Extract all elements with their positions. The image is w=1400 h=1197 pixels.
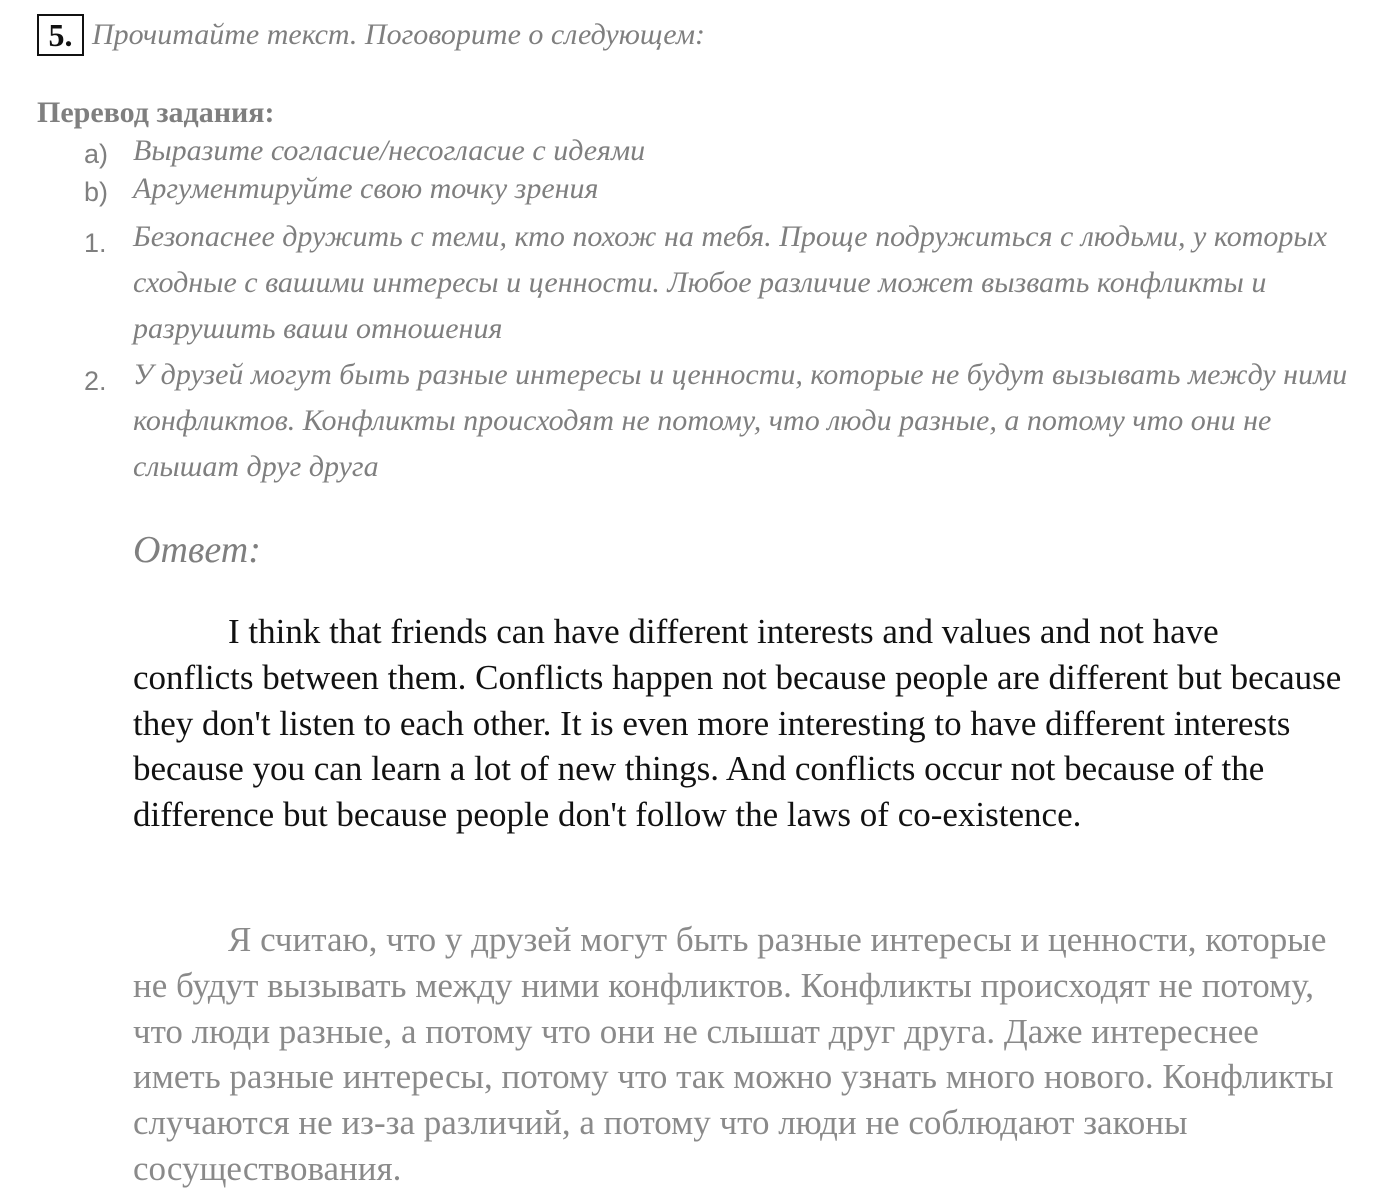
- answer-english-paragraph: I think that friends can have different interests and values and not have conflicts between them. Conflicts happen not because people are different but because they don't listen to each other. It is even more interesting to have different interests because you can learn a lot of new things. And conflicts occur not because of the difference but because people don't follow the laws of co-existence.: [133, 612, 1342, 835]
- statement-text: У друзей могут быть разные интересы и ценности, которые не будут вызывать между ними конфликтов. Конфликты происходят не потому, что люди разные, а потому что они не слышат друг друга: [133, 358, 1348, 483]
- list-marker: a): [84, 139, 109, 169]
- translation-heading: Перевод задания:: [37, 96, 275, 129]
- task-number-badge: 5.: [37, 14, 84, 56]
- list-item: [37, 352, 1367, 490]
- task-header: [37, 14, 705, 56]
- statement-text: Безопаснее дружить с теми, кто похож на тебя. Проще подружиться с людьми, у которых сходные с вашими интересы и ценности. Любое различие может вызвать конфликты и разрушить ваши отношения: [133, 220, 1328, 345]
- list-marker: b): [84, 177, 109, 207]
- list-item: [37, 170, 1367, 208]
- list-marker: 1.: [84, 228, 107, 258]
- answer-label: Ответ:: [133, 529, 261, 571]
- task-instruction: Прочитайте текст. Поговорите о следующем:: [92, 18, 705, 51]
- answer-russian-paragraph: Я считаю, что у друзей могут быть разные интересы и ценности, которые не будут вызывать между ними конфликтов. Конфликты происходят не потому, что люди разные, а потому что они не слышат друг друга. Даже интереснее иметь разные интересы, потому что так можно узнать много нового. Конфликты случаются не из-за различий, а потому что люди не соблюдают законы сосуществования.: [133, 920, 1334, 1188]
- option-text: Аргументируйте свою точку зрения: [133, 172, 599, 205]
- list-marker: 2.: [84, 366, 107, 396]
- options-list: [37, 132, 1367, 208]
- option-text: Выразите согласие/несогласие с идеями: [133, 134, 646, 167]
- list-item: [37, 132, 1367, 170]
- list-item: [37, 214, 1367, 352]
- statements-list: [37, 214, 1367, 490]
